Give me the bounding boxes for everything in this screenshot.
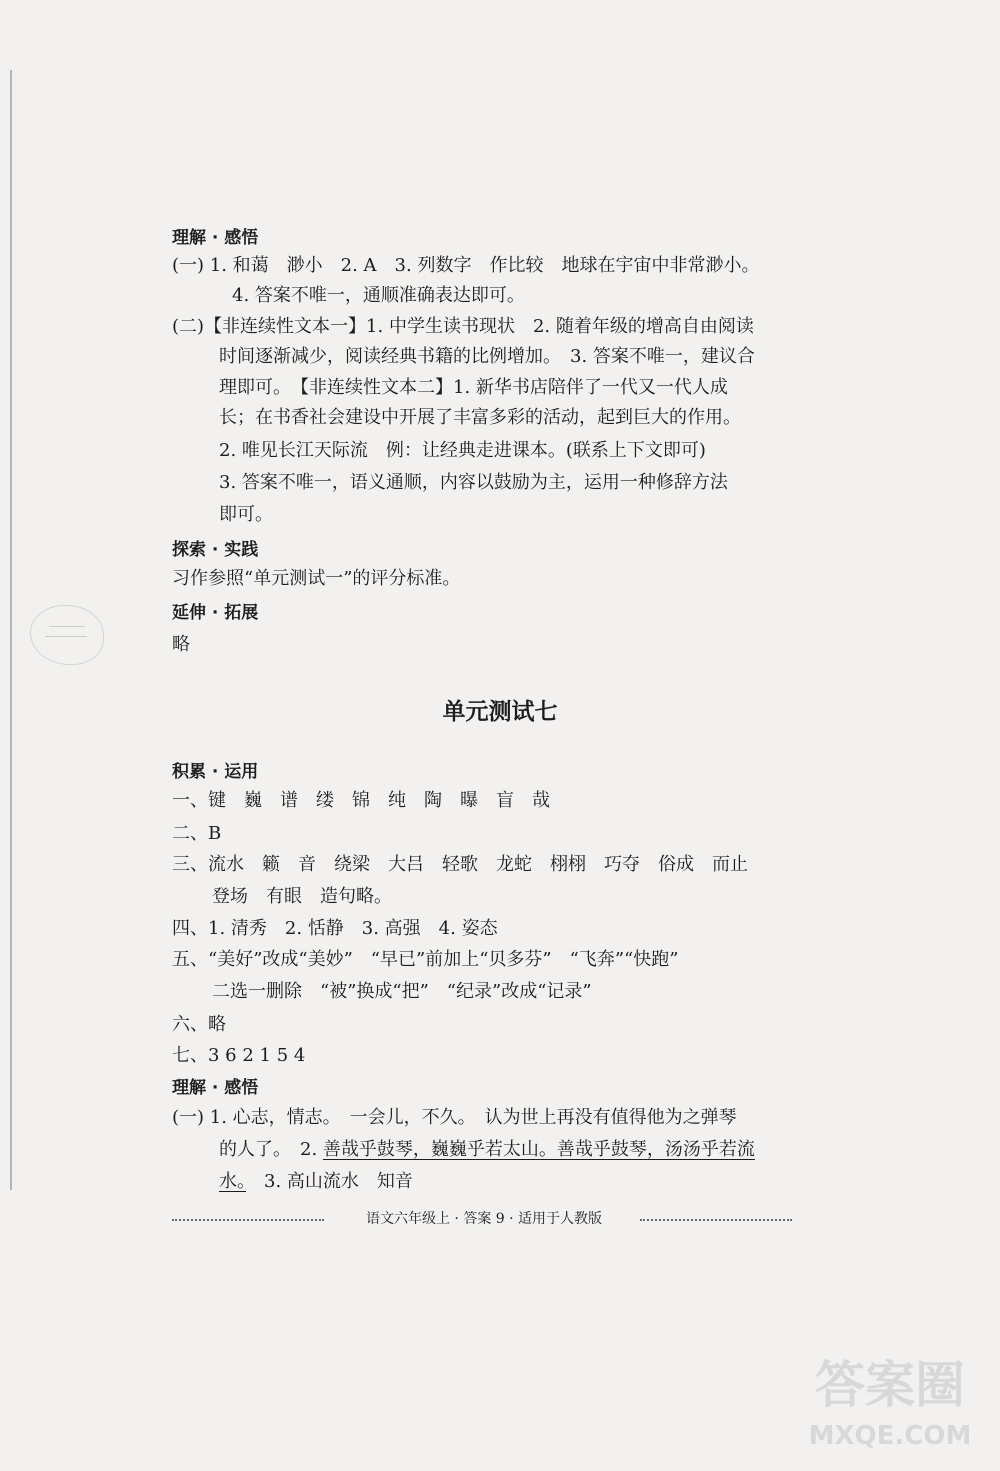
- watermark-logo: [790, 1345, 990, 1465]
- section-heading-understanding-2: 理解 · 感悟: [172, 1078, 259, 1098]
- answer-line: 习作参照“单元测试一”的评分标准。: [172, 568, 461, 589]
- unit-title: 单元测试七: [442, 699, 558, 725]
- answer-line: (一) 1. 和蔼 渺小 2. A 3. 列数字 作比较 地球在宇宙中非常渺小。: [172, 255, 760, 276]
- watermark-logo-text: 答案圈: [815, 1356, 965, 1414]
- answer-line: 4. 答案不唯一，通顺准确表达即可。: [232, 285, 525, 306]
- answer-line: 四、1. 清秀 2. 恬静 3. 高强 4. 姿态: [172, 918, 498, 939]
- answer-line: 时间逐渐减少，阅读经典书籍的比例增加。 3. 答案不唯一，建议合: [219, 346, 755, 367]
- answer-line: 五、“美好”改成“美妙” “早已”前加上“贝多芬” “飞奔”“快跑”: [172, 949, 679, 970]
- answer-line: 2. 唯见长江天际流 例：让经典走进课本。(联系上下文即可): [219, 440, 706, 461]
- answer-line: 二选一删除 “被”换成“把” “纪录”改成“记录”: [212, 981, 592, 1002]
- answer-line: 略: [172, 634, 190, 655]
- page-edge-line: [10, 70, 12, 1190]
- answer-line: 理即可。 【非连续性文本二】1. 新华书店陪伴了一代又一代人成: [219, 377, 728, 398]
- answer-line: 登场 有眼 造句略。: [212, 886, 392, 907]
- answer-line: 长；在书香社会建设中开展了丰富多彩的活动，起到巨大的作用。: [219, 407, 741, 428]
- underlined-answer: 善哉乎鼓琴，巍巍乎若太山。善哉乎鼓琴，汤汤乎若流: [322, 1139, 755, 1160]
- watermark-url: MXQE.COM: [808, 1421, 972, 1451]
- footer-text: 语文六年级上 · 答案 9 · 适用于人教版: [365, 1211, 603, 1227]
- footer-dotted-rule: [640, 1219, 792, 1221]
- answer-line: 七、3 6 2 1 5 4: [172, 1045, 306, 1066]
- underlined-answer: 水。: [219, 1171, 246, 1192]
- answer-line: [219, 1170, 413, 1194]
- answer-line: 3. 答案不唯一，语义通顺，内容以鼓励为主，运用一种修辞方法: [219, 472, 728, 493]
- section-heading-understanding: 理解 · 感悟: [172, 228, 259, 248]
- answer-line: 一、键 巍 谱 缕 锦 纯 陶 曝 盲 哉: [172, 790, 550, 811]
- answer-line: 六、略: [172, 1014, 226, 1035]
- answer-line: 即可。: [219, 504, 273, 525]
- answer-line: 二、B: [172, 823, 222, 844]
- answer-line: (一) 1. 心志，情志。 一会儿，不久。 认为世上再没有值得他为之弹琴: [172, 1107, 737, 1128]
- footer-dotted-rule: [172, 1219, 324, 1221]
- answer-line: 三、流水 籁 音 绕梁 大吕 轻歌 龙蛇 栩栩 巧夺 俗成 而止: [172, 854, 748, 875]
- section-heading-accumulation: 积累 · 运用: [172, 762, 259, 782]
- answer-text: 3. 高山流水 知音: [246, 1171, 413, 1192]
- section-heading-practice: 探索 · 实践: [172, 540, 259, 560]
- section-heading-extension: 延伸 · 拓展: [172, 603, 259, 623]
- faded-stamp: [30, 605, 104, 665]
- answer-text: 的人了。 2.: [219, 1139, 323, 1160]
- page-footer: [172, 1209, 792, 1229]
- answer-line: (二)【非连续性文本一】1. 中学生读书现状 2. 随着年级的增高自由阅读: [172, 316, 754, 337]
- answer-line: [219, 1138, 755, 1162]
